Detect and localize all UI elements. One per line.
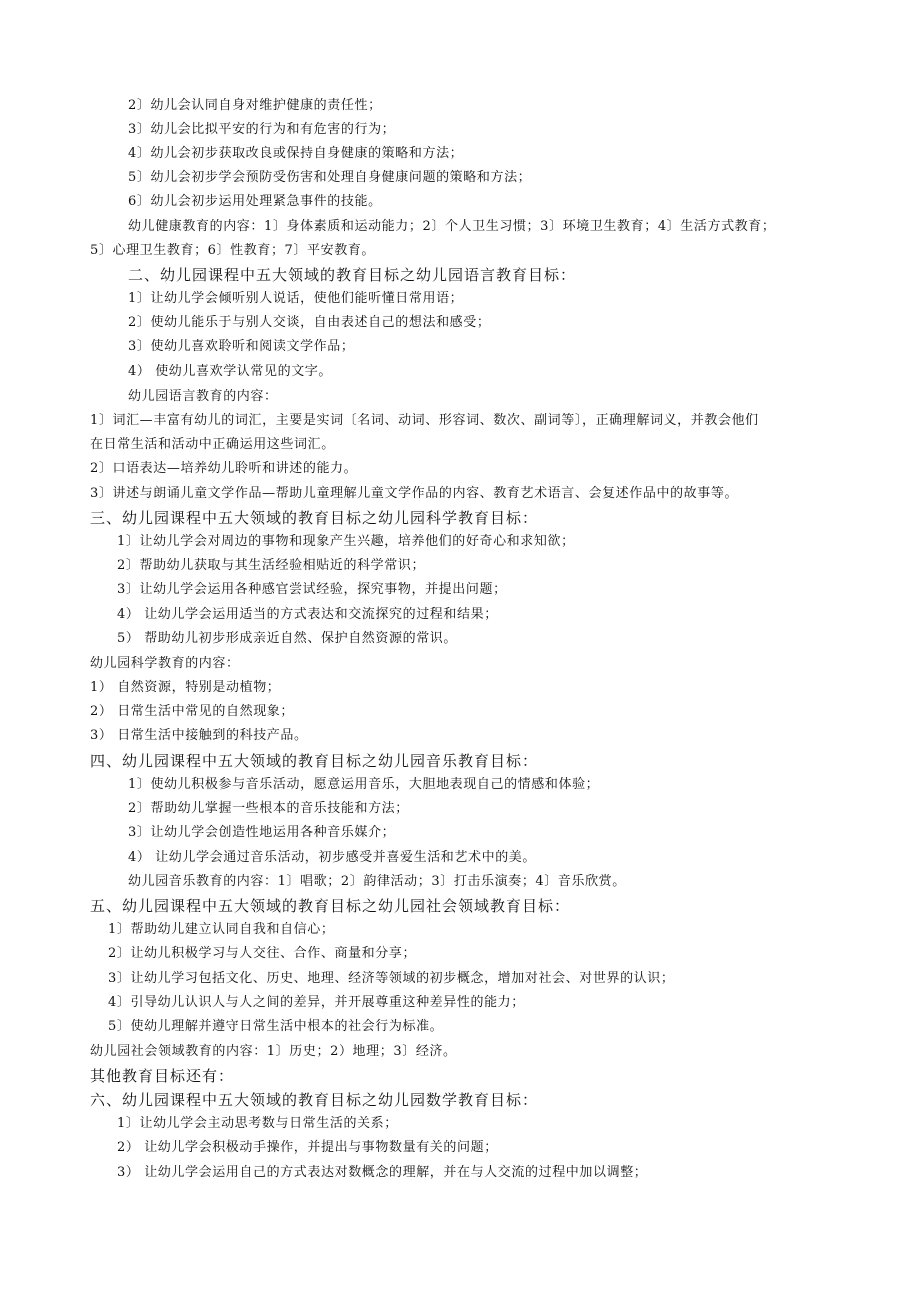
text-line: 3〕幼儿会比拟平安的行为和有危害的行为； [128,122,396,137]
text-line: 1〕让幼儿学会主动思考数与日常生活的关系； [117,1116,398,1131]
text-line: 在日常生活和活动中正确运用这些词汇。 [90,437,335,452]
section-heading: 四、幼儿园课程中五大领域的教育目标之幼儿园音乐教育目标： [90,752,539,770]
text-line: 5〕幼儿会初步学会预防受伤害和处理自身健康问题的策略和方法； [128,170,532,185]
text-line: 1〕让幼儿学会对周边的事物和现象产生兴趣，培养他们的好奇心和求知欲； [117,534,575,549]
text-line: 4） 让幼儿学会运用适当的方式表达和交流探究的过程和结果； [117,607,498,622]
text-line: 2） 日常生活中常见的自然现象； [90,704,295,719]
section-heading: 三、幼儿园课程中五大领域的教育目标之幼儿园科学教育目标： [90,509,539,527]
text-line: 2〕使幼儿能乐于与别人交谈，自由表述自己的想法和感受； [128,315,491,330]
text-line: 1〕使幼儿积极参与音乐活动，愿意运用音乐，大胆地表现自己的情感和体验； [128,777,600,792]
text-line: 5） 帮助幼儿初步形成亲近自然、保护自然资源的常识。 [117,631,458,646]
text-line: 6〕幼儿会初步运用处理紧急事件的技能。 [128,194,382,209]
text-line: 幼儿园社会领域教育的内容：1〕历史；2）地理；3〕经济。 [90,1044,457,1059]
text-line: 2〕让幼儿积极学习与人交往、合作、商量和分享； [108,946,417,961]
section-heading: 其他教育目标还有： [90,1067,235,1085]
text-line: 3〕让幼儿学会运用各种感官尝试经验，探究事物，并提出问题； [117,582,507,597]
text-line: 2〕口语表达—培养幼儿聆听和讲述的能力。 [90,461,358,476]
text-line: 2） 让幼儿学会积极动手操作，并提出与事物数量有关的问题； [117,1140,498,1155]
text-line: 3） 日常生活中接触到的科技产品。 [90,728,308,743]
text-line: 2〕幼儿会认同自身对维护健康的责任性； [128,98,382,113]
text-line: 5〕使幼儿理解并遵守日常生活中根本的社会行为标准。 [108,1019,444,1034]
text-line: 4） 让幼儿学会通过音乐活动，初步感受并喜爱生活和艺术中的美。 [128,850,537,865]
text-line: 2〕帮助幼儿获取与其生活经验相贴近的科学常识； [117,558,426,573]
text-line: 1〕让幼儿学会倾听别人说话，使他们能听懂日常用语； [128,291,464,306]
section-heading: 五、幼儿园课程中五大领域的教育目标之幼儿园社会领域教育目标： [90,897,571,915]
text-line: 3〕让幼儿学习包括文化、历史、地理、经济等领域的初步概念，增加对社会、对世界的认识； [108,971,675,986]
text-line: 1〕词汇—丰富有幼儿的词汇，主要是实词〔名词、动词、形容词、数次、副词等〕，正确理解词义，并教会他们 [90,413,759,428]
text-line: 2〕帮助幼儿掌握一些根本的音乐技能和方法； [128,801,409,816]
text-line: 1） 自然资源，特别是动植物； [90,680,281,695]
text-line: 4） 使幼儿喜欢学认常见的文字。 [128,364,333,379]
text-line: 3） 让幼儿学会运用自己的方式表达对数概念的理解，并在与人交流的过程中加以调整； [117,1165,648,1180]
text-line: 3〕使幼儿喜欢聆听和阅读文学作品； [128,339,355,354]
text-line: 幼儿园科学教育的内容： [90,656,240,671]
text-line: 幼儿健康教育的内容：1〕身体素质和运动能力；2〕个人卫生习惯；3〕环境卫生教育；4〕生活方式教育； [128,219,776,234]
text-line: 幼儿园音乐教育的内容：1〕唱歌；2〕韵律活动；3〕打击乐演奏；4〕音乐欣赏。 [128,874,626,889]
text-line: 5〕心理卫生教育；6〕性教育；7〕平安教育。 [90,243,376,258]
section-heading: 二、幼儿园课程中五大领域的教育目标之幼儿园语言教育目标： [128,266,577,284]
text-line: 3〕让幼儿学会创造性地运用各种音乐媒介； [128,825,396,840]
text-line: 1〕帮助幼儿建立认同自我和自信心； [108,922,335,937]
text-line: 4〕引导幼儿认识人与人之间的差异，并开展尊重这种差异性的能力； [108,995,525,1010]
section-heading: 六、幼儿园课程中五大领域的教育目标之幼儿园数学教育目标： [90,1091,539,1109]
text-line: 幼儿园语言教育的内容： [128,389,278,404]
text-line: 3〕讲述与朗诵儿童文学作品—帮助儿童理解儿童文学作品的内容、教育艺术语言、会复述作品中的故事等。 [90,486,739,501]
text-line: 4〕幼儿会初步获取改良或保持自身健康的策略和方法； [128,146,464,161]
